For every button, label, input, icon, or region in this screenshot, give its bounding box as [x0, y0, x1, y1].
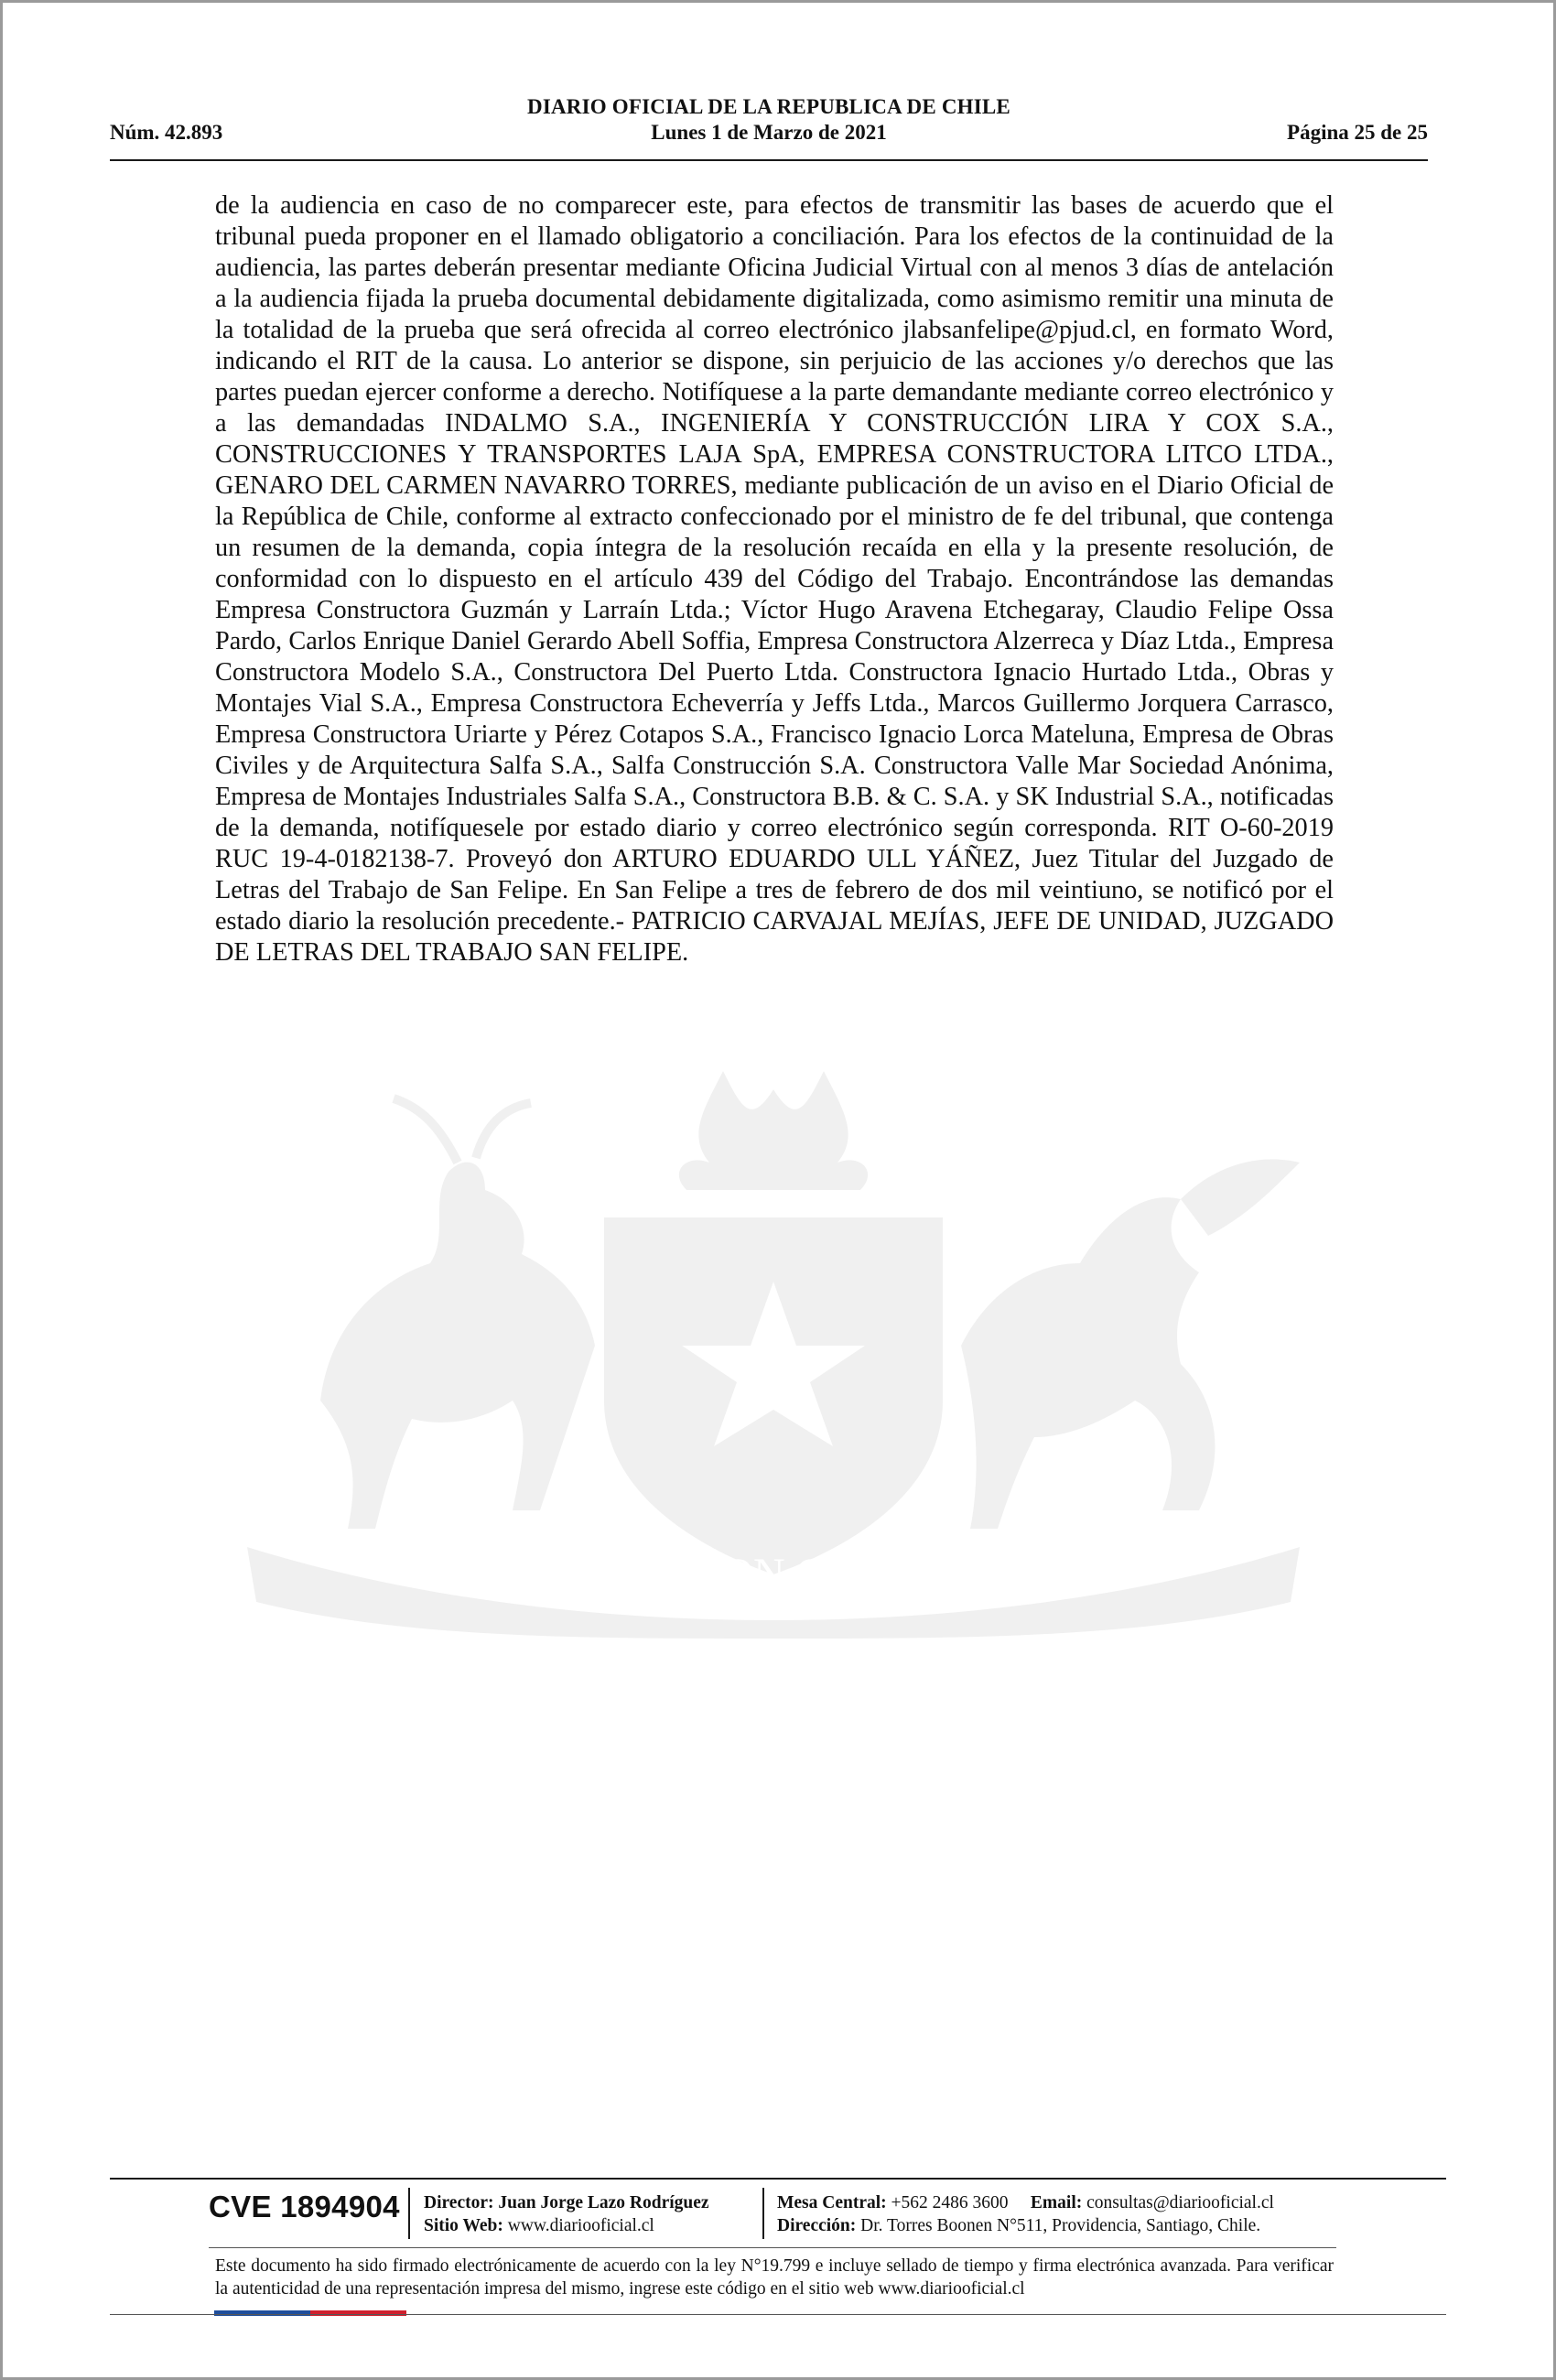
page-header: [110, 93, 1428, 161]
footer-contact-block: [777, 2191, 1274, 2237]
address-label: Dirección:: [777, 2216, 857, 2235]
footer-bottom-divider: [110, 2314, 1446, 2315]
footer-separator: [408, 2188, 410, 2239]
site-label: Sitio Web:: [424, 2216, 503, 2235]
footer-director-block: [424, 2191, 709, 2237]
cve-code: CVE 1894904: [209, 2190, 400, 2223]
page-number: Página 25 de 25: [1287, 121, 1428, 144]
footer-inner-divider: [209, 2247, 1336, 2248]
email-link[interactable]: consultas@diariooficial.cl: [1086, 2193, 1274, 2212]
site-link[interactable]: www.diariooficial.cl: [507, 2216, 654, 2235]
document-body: de la audiencia en caso de no comparecer este, para efectos de transmitir las bases de acuerdo que el tribunal pueda proponer en el llamado obligatorio a conciliación. Para los efectos de la continuidad de la audiencia, las partes deberán presentar mediante Oficina Judicial Virtual con al menos 3 días de antelación a la audiencia fijada la prueba documental debidamente digitalizada, como asimismo remitir una minuta de la totalidad de la prueba que será ofrecida al correo electrónico jlabsanfelipe@pjud.cl, en formato Word, indicando el RIT de la causa. Lo anterior se dispone, sin perjuicio de las acciones y/o derechos que las partes puedan ejercer conforme a derecho. Notifíquese a la parte demandante mediante correo electrónico y a las demandadas INDALMO S.A., INGENIERÍA Y CONSTRUCCIÓN LIRA Y COX S.A., CONSTRUCCIONES Y TRANSPORTES LAJA SpA, EMPRESA CONSTRUCTORA LITCO LTDA., GENARO DEL CARMEN NAVARRO TORRES, mediante publicación de un aviso en el Diario Oficial de la República de Chile, conforme al extracto confeccionado por el ministro de fe del tribunal, que contenga un resumen de la demanda, copia íntegra de la resolución recaída en ella y la presente resolución, de conformidad con lo dispuesto en el artículo 439 del Código del Trabajo. Encontrándose las demandas Empresa Constructora Guzmán y Larraín Ltda.; Víctor Hugo Aravena Etchegaray, Claudio Felipe Ossa Pardo, Carlos Enrique Daniel Gerardo Abell Soffia, Empresa Constructora Alzerreca y Díaz Ltda., Empresa Constructora Modelo S.A., Constructora Del Puerto Ltda. Constructora Ignacio Hurtado Ltda., Obras y Montajes Vial S.A., Empresa Constructora Echeverría y Jeffs Ltda., Marcos Guillermo Jorquera Carrasco, Empresa Constructora Uriarte y Pérez Cotapos S.A., Francisco Ignacio Lorca Mateluna, Empresa de Obras Civiles y de Arquitectura Salfa S.A., Salfa Construcción S.A. Constructora Valle Mar Sociedad Anónima, Empresa de Montajes Industriales Salfa S.A., Constructora B.B. & C. S.A. y SK Industrial S.A., notificadas de la demanda, notifíquesele por estado diario y correo electrónico según corresponda. RIT O-60-2019 RUC 19-4-0182138-7. Proveyó don ARTURO EDUARDO ULL YÁÑEZ, Juez Titular del Juzgado de Letras del Trabajo de San Felipe. En San Felipe a tres de febrero de dos mil veintiuno, se notificó por el estado diario la resolución precedente.- PATRICIO CARVAJAL MEJÍAS, JEFE DE UNIDAD, JUZGADO DE LETRAS DEL TRABAJO SAN FELIPE.: [215, 191, 1334, 967]
email-label: Email:: [1030, 2193, 1083, 2212]
issue-date: Lunes 1 de Marzo de 2021: [651, 121, 887, 144]
flag-blue-segment: [214, 2310, 310, 2316]
signature-note: Este documento ha sido firmado electrónicamente de acuerdo con la ley N°19.799 e incluye sellado de tiempo y firma electrónica avanzada. Para verificar la autenticidad de una representación impresa del mismo, ingrese este código en el sitio web www.diariooficial.cl: [215, 2256, 1334, 2299]
flag-stripe: [214, 2310, 406, 2316]
issue-number: Núm. 42.893: [110, 121, 223, 144]
phone-value: +562 2486 3600: [891, 2193, 1009, 2212]
director-value: Juan Jorge Lazo Rodríguez: [498, 2193, 709, 2212]
coat-of-arms-icon: [211, 1053, 1336, 1639]
newspaper-title: DIARIO OFICIAL DE LA REPUBLICA DE CHILE: [527, 95, 1010, 118]
director-label: Director:: [424, 2193, 494, 2212]
footer-divider: [110, 2178, 1446, 2180]
address-value: Dr. Torres Boonen N°511, Providencia, Santiago, Chile.: [860, 2216, 1261, 2235]
flag-red-segment: [310, 2310, 406, 2316]
phone-label: Mesa Central:: [777, 2193, 887, 2212]
svg-text:POR LA RAZON O LA FUERZA: POR LA RAZON O LA FUERZA: [470, 1550, 1077, 1598]
footer-separator: [762, 2188, 764, 2239]
